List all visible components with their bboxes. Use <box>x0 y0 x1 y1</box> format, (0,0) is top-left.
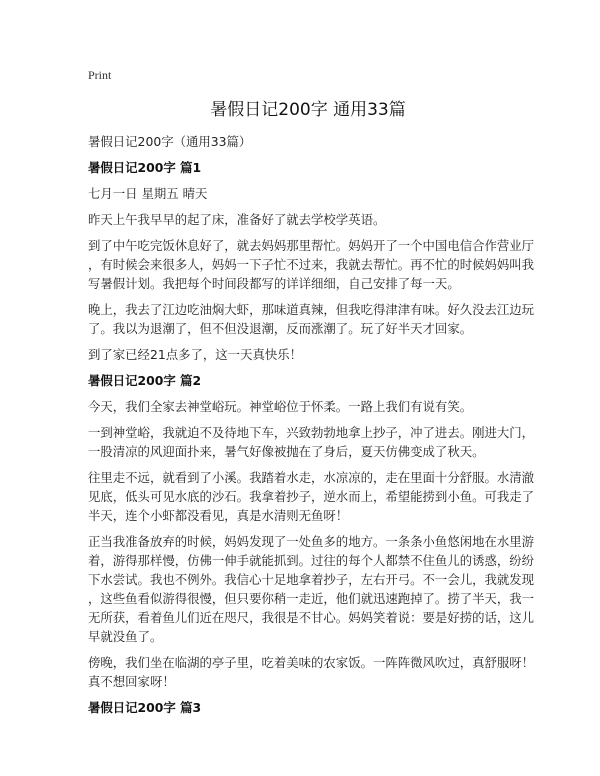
paragraph <box>88 532 535 646</box>
paragraph-line: 今天，我们全家去神堂峪玩。神堂峪位于怀柔。一路上我们有说有笑。 <box>88 399 473 414</box>
paragraph-line: 早就没鱼了。 <box>88 629 163 644</box>
paragraph-line: 一到神堂峪，我就迫不及待地下车，兴致勃勃地拿上抄子，冲了进去。刚进大门， <box>88 425 535 440</box>
page-title: 暑假日记200字 通用33篇 <box>210 100 406 120</box>
paragraph-line: ，这些鱼看似游得很慢，但只要你稍一走近，他们就迅速跑掉了。捞了半天，我一 <box>88 591 535 606</box>
subtitle: 暑假日记200字（通用33篇） <box>88 134 252 149</box>
paragraph-line: 一股清凉的风迎面扑来，暑气好像被抛在了身后，夏天仿佛变成了秋天。 <box>88 444 485 459</box>
paragraph-line: 见底，低头可见水底的沙石。我拿着抄子，逆水而上，希望能捞到小鱼。可我走了 <box>88 489 535 504</box>
section-heading: 暑假日记200字 篇2 <box>88 373 202 388</box>
paragraph-line: 写暑假计划。我把每个时间段都写的详详细细，自己安排了每一天。 <box>88 276 460 291</box>
paragraph <box>88 345 528 364</box>
paragraph-line: 着，游得那样慢，仿佛一伸手就能抓到。过往的每个人都禁不住鱼儿的诱惑，纷纷 <box>88 553 535 568</box>
paragraph-line: 半天，连个小虾都没看见，真是水清则无鱼呀！ <box>88 508 349 523</box>
paragraph <box>88 423 535 461</box>
paragraph-line: 到了家已经21点多了，这一天真快乐！ <box>88 347 303 362</box>
paragraph-line: 无所获，看着鱼儿们近在咫尺，我很是不甘心。妈妈笑着说：要是好捞的话，这儿 <box>88 610 535 625</box>
paragraph <box>88 397 528 416</box>
section-heading: 暑假日记200字 篇1 <box>88 160 202 175</box>
paragraph-line: 了。我以为退潮了，但不但没退潮，反而涨潮了。玩了好半天才回家。 <box>88 321 473 336</box>
paragraph <box>88 210 528 229</box>
print-link[interactable]: Print <box>88 68 112 82</box>
paragraph <box>88 184 528 203</box>
paragraph-line: 往里走不远，就看到了小溪。我踏着水走，水凉凉的，走在里面十分舒服。水清澈 <box>88 470 535 485</box>
paragraph-line: 到了中午吃完饭休息好了，就去妈妈那里帮忙。妈妈开了一个中国电信合作营业厅 <box>88 238 535 253</box>
paragraph <box>88 653 535 691</box>
document <box>88 68 535 724</box>
paragraph <box>88 236 535 293</box>
paragraph-line: 傍晚，我们坐在临湖的亭子里，吃着美味的农家饭。一阵阵微风吹过，真舒服呀！ <box>88 655 535 670</box>
paragraph-line: 昨天上午我早早的起了床，准备好了就去学校学英语。 <box>88 212 386 227</box>
paragraph-line: 下水尝试。我也不例外。我信心十足地拿着抄子，左右开弓。不一会儿，我就发现 <box>88 572 535 587</box>
paragraph <box>88 300 535 338</box>
paragraph-line: 晚上，我去了江边吃油焖大虾，那味道真辣，但我吃得津津有味。好久没去江边玩 <box>88 302 535 317</box>
paragraph-line: 真不想回家呀！ <box>88 674 175 689</box>
paragraph-line: ，有时候会来很多人，妈妈一下子忙不过来，我就去帮忙。再不忙的时候妈妈叫我 <box>88 257 535 272</box>
paragraph-line: 七月一日 星期五 晴天 <box>88 186 208 201</box>
section-heading: 暑假日记200字 篇3 <box>88 700 202 715</box>
paragraph-line: 正当我准备放弃的时候，妈妈发现了一处鱼多的地方。一条条小鱼悠闲地在水里游 <box>88 534 535 549</box>
paragraph <box>88 468 535 525</box>
article-body <box>88 158 535 717</box>
